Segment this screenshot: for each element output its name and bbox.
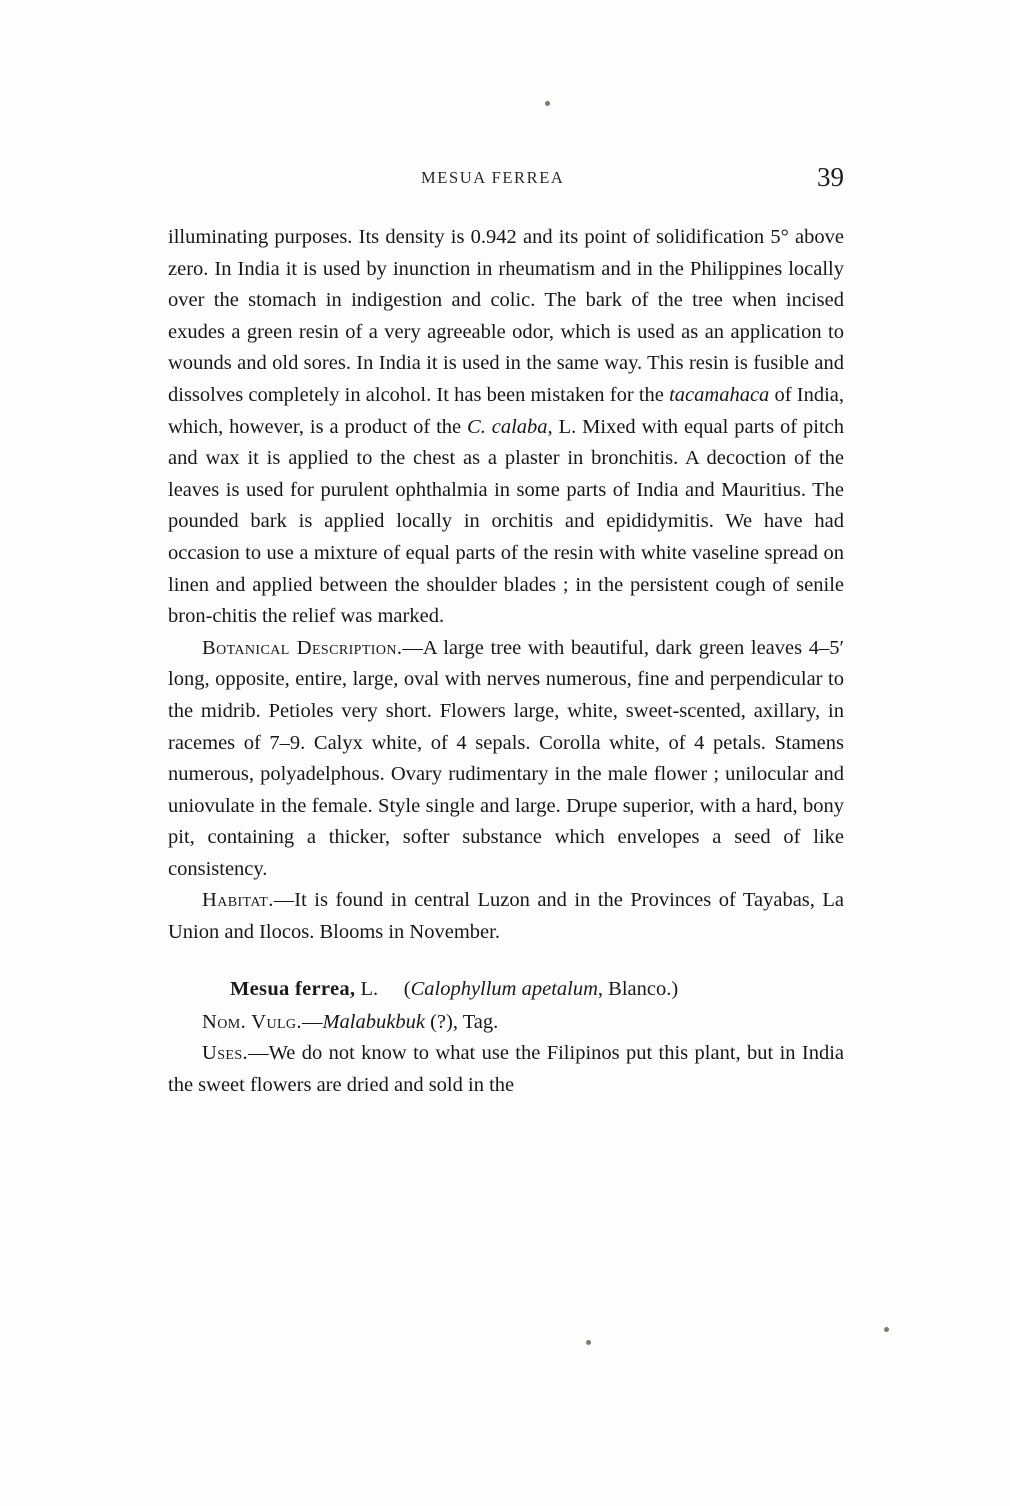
botanical-description-label: Botanical Description. — [202, 636, 403, 659]
page-header — [168, 162, 844, 196]
page-speck-bottom-right — [884, 1327, 889, 1332]
species-synonym-open: ( — [403, 977, 411, 1000]
paragraph-text-a: illuminating purposes. Its density is 0.942 and its point of solidification 5° above zero. In India it is used by inunction in rheumatism and in the Philippines locally over the stomach in indigestion and colic. The bark of the tree when incised exudes a green resin of a very agreeable odor, which is used as an application to wounds and old sores. In India it is used in the same way. This resin is fusible and dissolves completely in alcohol. It has been mistaken for the — [168, 226, 844, 406]
nom-vulg-dash: — — [301, 1010, 323, 1033]
habitat-text: —It is found in central Luzon and in the Provinces of Tayabas, La Union and Ilocos. Blooms in November. — [168, 889, 844, 944]
uses-label: Uses. — [202, 1042, 249, 1065]
paragraph-botanical-description — [168, 633, 844, 886]
species-synonym-close: , Blanco.) — [597, 977, 679, 1000]
page-speck-top — [545, 101, 550, 106]
species-synonym-italic: Calophyllum apetalum — [410, 977, 598, 1000]
nom-vulg-label: Nom. Vulg. — [202, 1010, 302, 1033]
page-number: 39 — [817, 162, 844, 192]
uses-text: —We do not know to what use the Filipinos put this plant, but in India the sweet flowers are dried and sold in the — [168, 1042, 844, 1096]
paragraph-continued — [168, 222, 844, 633]
paragraph-nom-vulg — [168, 1007, 844, 1039]
species-name: Mesua ferrea, — [230, 977, 356, 1000]
paragraph-habitat — [168, 885, 844, 948]
paragraph-uses — [168, 1038, 844, 1101]
nom-vulg-italic-name: Malabukbuk — [322, 1010, 425, 1033]
botanical-description-text: —A large tree with beautiful, dark green leaves 4–5′ long, opposite, entire, large, oval with nerves numerous, fine and perpendicular to the midrib. Petioles very short. Flowers large, white, sweet-scented, axillary, in racemes of 7–9. Calyx white, of 4 sepals. Corolla white, of 4 petals. Stamens numerous, polyadelphous. Ovary rudimentary in the male flower ; unilocular and uniovulate in the female. Style single and large. Drupe superior, with a hard, bony pit, containing a thicker, softer substance which envelopes a seed of like consistency. — [168, 636, 844, 880]
nom-vulg-rest: (?), Tag. — [424, 1010, 499, 1033]
paragraph-text-c: , L. Mixed with equal parts of pitch and wax it is applied to the chest as a plaster in bronchitis. A decoction of the leaves is used for purulent ophthalmia in some parts of India and Mauritius. The pounded bark is applied locally in orchitis and epididymitis. We have had occasion to use a mixture of equal parts of the resin with white vaseline spread on linen and applied between the shoulder blades ; in the persistent cough of senile bron-chitis the relief was marked. — [168, 415, 844, 628]
text-column — [168, 162, 844, 1101]
habitat-label: Habitat. — [202, 889, 274, 912]
running-head: MESUA FERREA — [421, 168, 565, 187]
page-speck-bottom-left — [586, 1340, 591, 1345]
species-heading — [168, 978, 844, 1001]
paragraph-text-b: of India, which, however, is a product of the — [168, 383, 845, 438]
italic-term-tacamahaca: tacamahaca — [669, 383, 770, 406]
italic-term-c-calaba: C. calaba — [467, 415, 548, 438]
species-authority: L. — [360, 977, 379, 1000]
